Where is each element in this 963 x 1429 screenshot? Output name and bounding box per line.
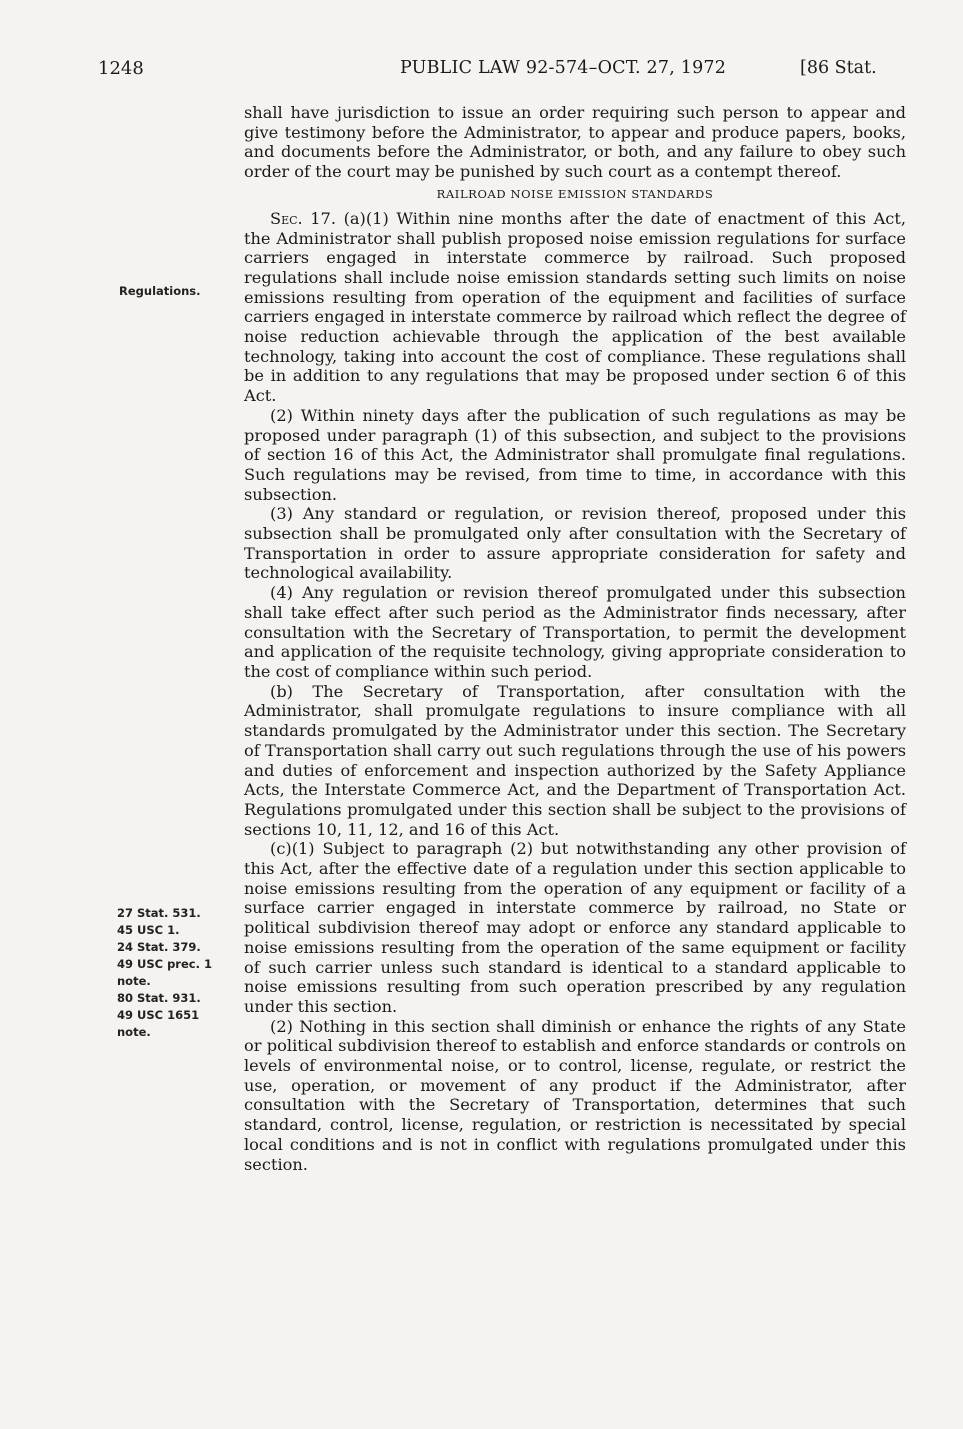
citation-line: note. xyxy=(117,1025,151,1039)
page-header xyxy=(0,58,963,84)
section-17-c1: (c)(1) Subject to paragraph (2) but notwithstanding any other provision of this Act, after the effective date of a regulation under this section applicable to noise emissions resulting from the operation of any equipment or facility of a surface carrier engaged in interstate commerce by railroad, no State or political subdivision thereof may adopt or enforce any standard applicable to noise emissions resulting from the operation of the same equipment or facility of such carrier unless such standard is identical to a standard applicable to noise emissions resulting from such operation prescribed by any regulation under this section. xyxy=(244,839,906,1016)
statute-reference: [86 Stat. xyxy=(800,58,877,78)
section-17-a4: (4) Any regulation or revision thereof promulgated under this subsection shall take effect after such period as the Administrator finds necessary, after consultation with the Secretary of Transportation, to permit the development and application of the requisite technology, giving appropriate consideration to the cost of compliance within such period. xyxy=(244,583,906,681)
margin-note-regulations: Regulations. xyxy=(119,284,201,298)
section-17-a3: (3) Any standard or regulation, or revision thereof, proposed under this subsection shall be promulgated only after consultation with the Secretary of Transportation in order to assure appropriate consideration for safety and technological availability. xyxy=(244,504,906,583)
section-label: Sec. 17. xyxy=(270,208,336,228)
citation-line: 80 Stat. 931. xyxy=(117,991,201,1005)
citation-line: 24 Stat. 379. xyxy=(117,940,201,954)
margin-note-citations xyxy=(117,905,212,1041)
body-text xyxy=(244,103,906,1174)
section-17-a2: (2) Within ninety days after the publication of such regulations as may be proposed under paragraph (1) of this subsection, and subject to the provisions of section 16 of this Act, the Administrator shall promulgate final regulations. Such regulations may be revised, from time to time, in accordance with this subsection. xyxy=(244,405,906,504)
section-17-a1-text: (a)(1) Within nine months after the date of enactment of this Act, the Administrator shall publish proposed noise emission regulations for surface carriers engaged in interstate commerce by railroad. Such proposed regulations shall include noise emission standards setting such limits on noise emissions resulting from operation of the equipment and facilities of surface carriers engaged in interstate commerce by railroad which reflect the degree of noise reduction achievable through the application of the best available technology, taking into account the cost of compliance. These regulations shall be in addition to any regulations that may be proposed under section 6 of this Act. xyxy=(244,208,906,406)
running-head: PUBLIC LAW 92-574–OCT. 27, 1972 xyxy=(400,58,727,78)
section-17-a1 xyxy=(244,209,906,406)
citation-line: 49 USC 1651 xyxy=(117,1008,200,1022)
section-17-c2: (2) Nothing in this section shall diminish or enhance the rights of any State or political subdivision thereof to establish and enforce standards or controls on levels of environmental noise, or to control, license, regulate, or restrict the use, operation, or movement of any product if the Administrator, after consultation with the Secretary of Transportation, determines that such standard, control, license, regulation, or restriction is necessitated by special local conditions and is not in conflict with regulations promulgated under this section. xyxy=(244,1016,906,1174)
section-heading: RAILROAD NOISE EMISSION STANDARDS xyxy=(436,186,714,201)
citation-line: note. xyxy=(117,974,151,988)
citation-line: 27 Stat. 531. xyxy=(117,906,201,920)
citation-line: 49 USC prec. 1 xyxy=(117,957,212,971)
page-number: 1248 xyxy=(98,58,144,79)
citation-line: 45 USC 1. xyxy=(117,923,180,937)
section-17-b: (b) The Secretary of Transportation, after consultation with the Administrator, shall promulgate regulations to insure compliance with all standards promulgated by the Administrator under this section. The Secretary of Transportation shall carry out such regulations through the use of his powers and duties of enforcement and inspection authorized by the Safety Appliance Acts, the Interstate Commerce Act, and the Department of Transportation Act. Regulations promulgated under this section shall be subject to the provisions of sections 10, 11, 12, and 16 of this Act. xyxy=(244,681,906,839)
intro-paragraph: shall have jurisdiction to issue an order requiring such person to appear and give testimony before the Administrator, to appear and produce papers, books, and documents before the Administrator, or both, and any failure to obey such order of the court may be punished by such court as a contempt thereof. xyxy=(244,103,906,182)
